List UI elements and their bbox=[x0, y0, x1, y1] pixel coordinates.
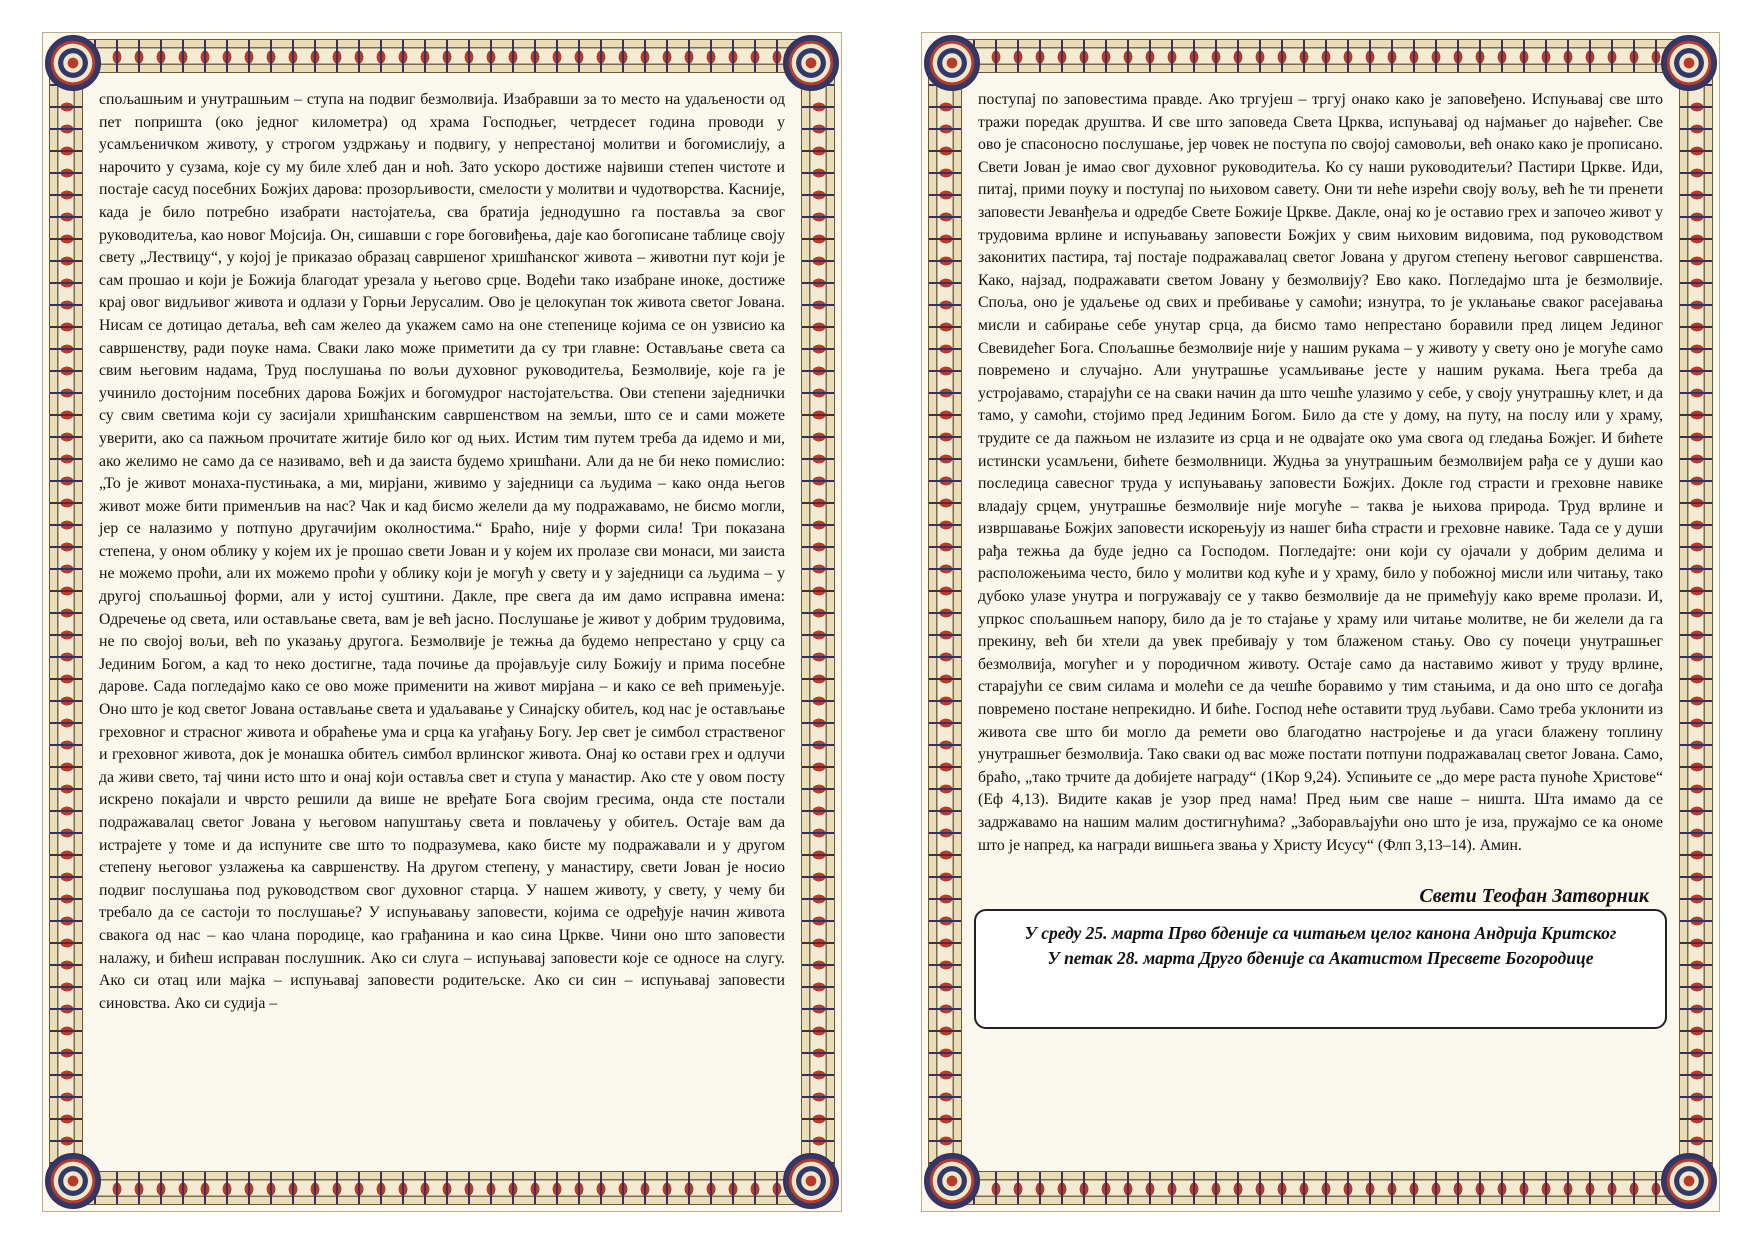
ornament-border-right bbox=[801, 73, 835, 1171]
left-page-body-text: спољашњим и унутрашњим – ступа на подвиг безмолвија. Изабравши за то место на удаљености од пет попришта (око једног километра) од храма Господњег, четрдесет година проводи у усамљеничком животу, у строгом уздржању и подвигу, у непрестаној молитви и богомислију, а нарочито у сузама, које су му биле хлеб дан и ноћ. Зато ускоро достиже највиши степен чистоте и постаје сасуд посебних Божјих дарова: прозорљивости, смелости у молитви и чудотворства. Касније, када је било потребно изабрати настојатеља, сва братија једнодушно га поставља за свог руководитеља, као новог Мојсија. Он, сишавши с горе боговиђења, даје као богописане таблице своју свету „Лествицу“, у којој је приказао образац савршеног хришћанског живота – животни пут који је сам прошао и који је Божија благодат урезала у његово срце. Водећи тако изабране иноке, достиже крај овог видљивог живота и одлази у Горњи Јерусалим. Ово је целокупан ток живота светог Јована. Нисам се дотицао детаља, већ сам желео да укажем само на оне степенице којима се он узвисио ка савршенству, ради поуке нама. Сваки лако може приметити да су три главне: Остављање света са свим његовим надама, Труд послушања по вољи духовног руководитеља, Безмолвије, које га је учинило достојним посебних дарова Божјих и богомудрог настојатељства. Ови степени заједнички су свим светима који су засијали хришћанским савршенством на земљи, што се и сами можете уверити, ако са пажњом прочитате житије било ког од њих. Истим тим путем треба да идемо и ми, ако желимо не само да се називамо, већ и да заиста будемо хришћани. Али да не би неко помислио: „То је живот монаха-пустињака, а ми, мирјани, живимо у заједници са људима – како онда његов живот може бити применљив на нас? Чак и кад бисмо желели да му подражавамо, не бисмо могли, јер се налазимо у потпуно другачијим околностима.“ Браћо, није у форми сила! Три показана степена, у оном облику у којем их је прошао свети Јован и у којем их пролазе сви монаси, ми заиста не можемо проћи, али их можемо проћи у облику који је могућ у свету и у заједници са људима – у другој спољашњој форми, али у истој суштини. Дакле, пре свега да им дамо исправна имена: Одречење од света, или остављање света, вам је већ јасно. Послушање је живот у добрим трудовима, не по својој вољи, већ по указању другога. Безмолвије је тежња да будемо непрестано у срцу са Јединим Богом, а кад то неко достигне, тада почиње да пројављује силу Божију и прима посебне дарове. Сада погледајмо како се ово може применити на живот мирјана – и како се већ примењује. Оно што је код светог Јована остављање света и удаљавање у Синајску обитељ, код нас је остављање греховног и страсног живота и обраћење ума и срца ка угађању Богу. Јер свет је симбол страственог и греховног живота, док је монашка обитељ симбол врлинског живота. Онај ко остави грех и одлучи да живи свето, тај чини исто што и онај који оставља свет и ступа у манастир. Ако сте у овом посту искрено покајали и чврсто решили да више не вређате Бога својим гресима, онда сте постали подражавалац светог Јована у његовом напуштању света и повлачењу у обитељ. Остаје вам да истрајете у томе и да испуните све што то подразумева, како бисте му подражавали и у другом степену његовог узлажења ка савршенству. На другом степену, у манастиру, свети Јован је носио подвиг послушања под руководством свог духовног старца. У нашем животу, у свету, у чему би требало да се састоји то послушање? У испуњавању заповести, којима се одређује начин живота свакога од нас – као члана породице, као грађанина и као сина Цркве. Чини оно што заповести налажу, и бићеш исправан послушник. Ако си слуга – испуњавај заповести које се односе на слугу. Ако си отац или мајка – испуњавај заповести родитељске. Ако си син – испуњавај заповести синовства. Ако си судија – bbox=[99, 91, 785, 1012]
announcement-line-1: У среду 25. марта Прво бденије са читањем целог канона Андрија Критског bbox=[1024, 923, 1617, 943]
rosette-ornament-icon bbox=[45, 35, 101, 91]
rosette-ornament-icon bbox=[924, 1153, 980, 1209]
rosette-ornament-icon bbox=[1661, 35, 1717, 91]
ornament-border-left bbox=[928, 73, 962, 1171]
right-page bbox=[921, 32, 1720, 1212]
ornament-border-left bbox=[49, 73, 83, 1171]
announcement-line-2: У петак 28. марта Друго бденије са Акатистом Пресвете Богородице bbox=[1047, 948, 1594, 968]
ornament-border-top bbox=[83, 39, 801, 73]
announcement-box bbox=[974, 909, 1667, 1029]
ornament-border-right bbox=[1679, 73, 1713, 1171]
ornament-border-bottom bbox=[962, 1171, 1679, 1205]
rosette-ornament-icon bbox=[45, 1153, 101, 1209]
author-signature: Свети Теофан Затворник bbox=[1419, 885, 1649, 907]
rosette-ornament-icon bbox=[783, 1153, 839, 1209]
right-page-body-text: поступај по заповестима правде. Ако тргујеш – тргуј онако како је заповеђено. Испуњавај све што тражи поредак друштва. И све што заповеда Света Црква, испуњавај од најмањег до највећег. Све ово је спасоносно послушање, јер човек не поступа по својој самовољи, већ онако како је прописано. Свети Јован је имао свог духовног руководитеља. Ко су наши руководитељи? Пастири Цркве. Иди, питај, прими поуку и поступај по њиховом савету. Они ти неће изрећи своју вољу, већ ће ти пренети заповести Јеванђеља и одредбе Свете Божије Цркве. Дакле, онај ко је оставио грех и започео живот у трудовима врлине и испуњавању заповести Божјих у свим њиховим видовима, под руководством законитих пастира, тај постаје подражавалац светог Јована у другом степену његовог савршенства. Како, најзад, подражавати светом Јовану у безмолвију? Ево како. Погледајмо шта је безмолвије. Споља, оно је удаљење од свих и пребивање у самоћи; изнутра, то је уклањање сваког расејавања мисли и сабирање себе унутар срца, да бисмо тамо непрестано боравили пред лицем Јединог Свевидећег Бога. Спољашње безмолвије није у нашим рукама – у животу у свету оно је могуће само повремено и случајно. Али унутрашње усамљивање јесте у нашим рукама. Њега треба да устројавамо, старајући се на сваки начин да што чешће улазимо у себе, у своју унутрашњу клет, и да тамо, у самоћи, стојимо пред Јединим Богом. Било да сте у дому, на путу, на послу или у храму, трудите се да пажњом не излазите из срца и не одвајате око ума свога од гледања Божјег. И бићете истински усамљени, бићете безмолвници. Жудња за унутрашњим безмолвијем рађа се у души као последица савесног труда у испуњавању заповести Божјих. Докле год страсти и греховне навике владају срцем, унутрашње безмолвије није могуће – таква је њихова природа. Труд врлине и извршавање Божјих заповести искорењују из нашег бића страсти и греховне навике. Тада се у души рађа тежња да буде једно са Господом. Погледајте: они који су ојачали у добрим делима и расположењима често, било у молитви код куће и у храму, било у побожној мисли или читању, тако дубоко улазе унутра и погружавају се у такво безмолвије да не примећују како време пролази. И, упркос спољашњем напору, било да је то стајање у храму или читање молитве, не би желели да га прекину, већ би хтели да увек пребивају у том блаженом стању. Ово су почеци унутрашњег безмолвија, могућег и у породичном животу. Остаје само да наставимо живот у труду врлине, старајући се свим силама и молећи се да чешће боравимо у тим стањима, и да оно што се догађа повремено постане непрекидно. И биће. Господ неће оставити труд љубави. Само треба уклонити из живота све што би могло да ремети ово благодатно настројење и да угаси блажену топлину унутрашњег безмолвија. Тако сваки од вас може постати потпуни подражавалац светог Јована. Само, браћо, „тако трчите да добијете награду“ (1Кор 9,24). Успињите се „до мере раста пуноће Христове“ (Еф 4,13). Видите какав је узор пред нама! Пред њим све наше – ништа. Шта имамо да се задржавамо на нашим малим достигнућима? „Заборављајући оно што је иза, пружајмо се ка ономе што је напред, ка награди вишњега звања у Христу Исусу“ (Флп 3,13–14). Амин. bbox=[978, 91, 1663, 854]
rosette-ornament-icon bbox=[783, 35, 839, 91]
rosette-ornament-icon bbox=[1661, 1153, 1717, 1209]
ornament-border-bottom bbox=[83, 1171, 801, 1205]
ornament-border-top bbox=[962, 39, 1679, 73]
left-page bbox=[42, 32, 842, 1212]
rosette-ornament-icon bbox=[924, 35, 980, 91]
